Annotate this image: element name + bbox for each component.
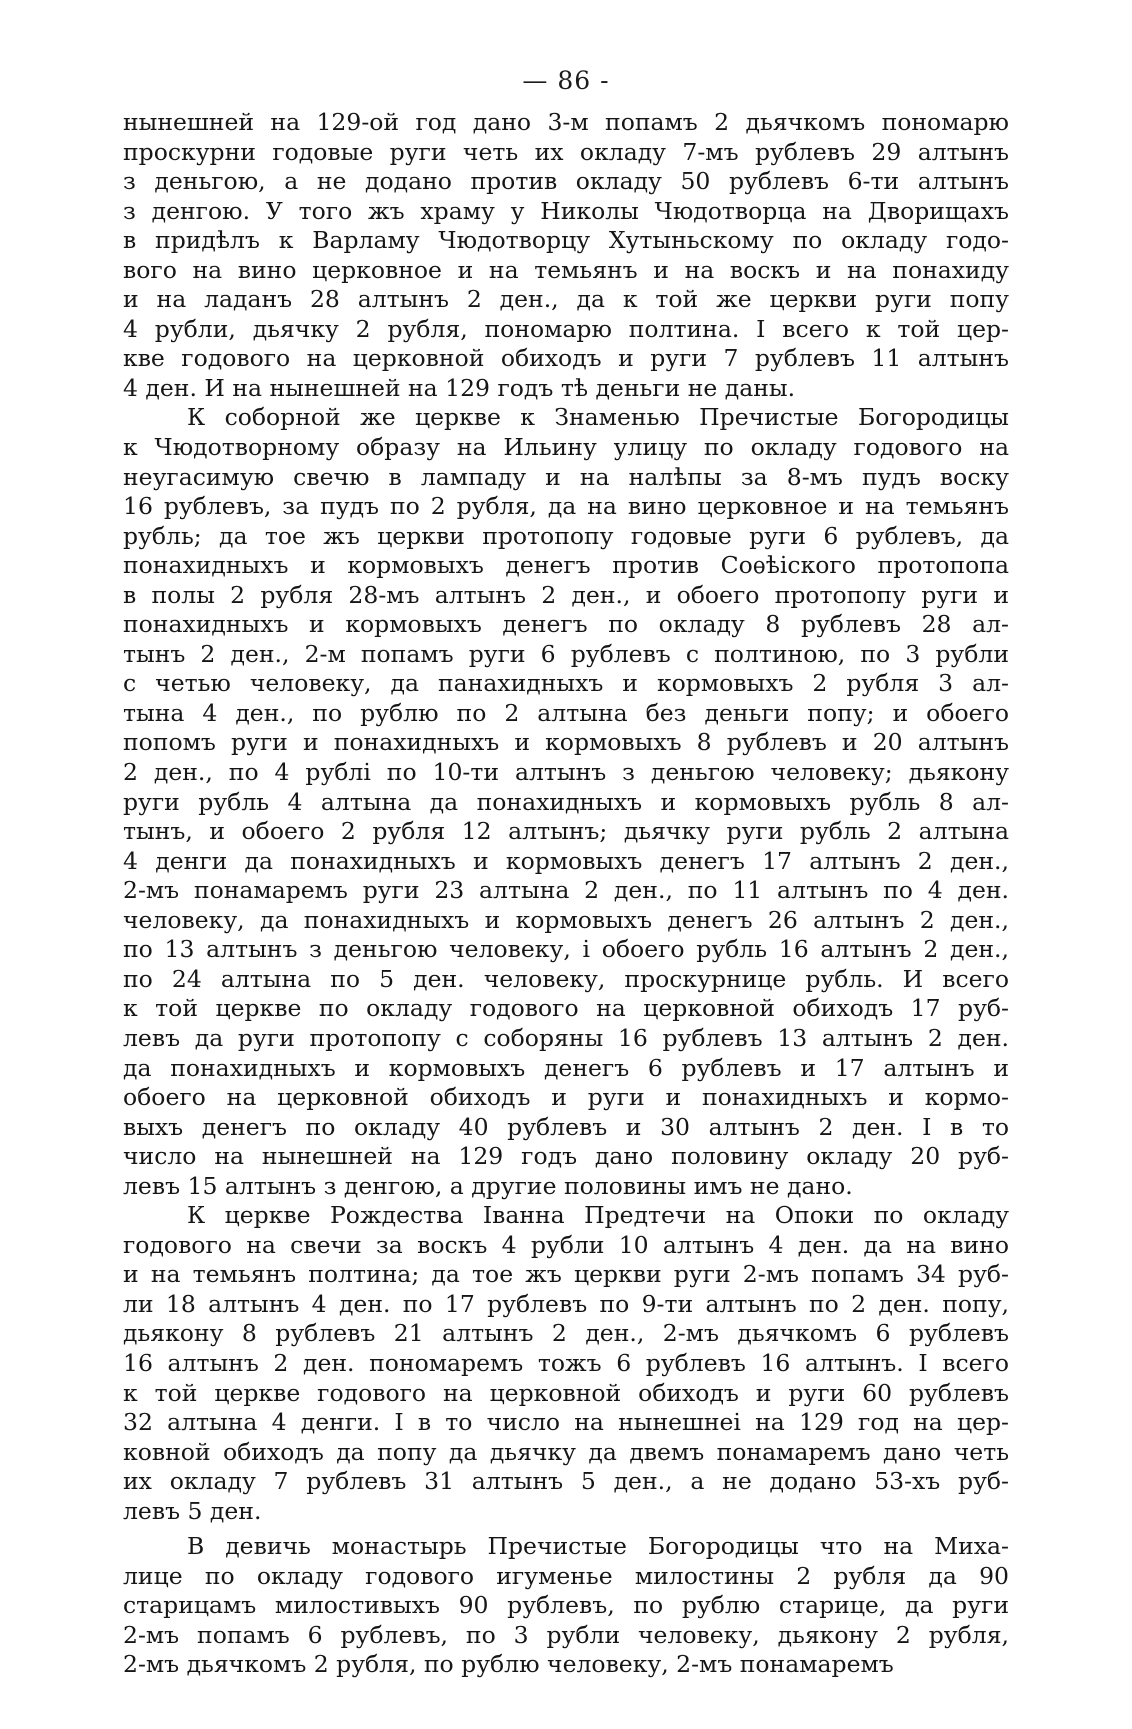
text-line: годового на свечи за воскъ 4 рубли 10 алтынъ 4 ден. да на вино (123, 1230, 1009, 1259)
text-line: рубль; да тое жъ церкви протопопу годовые руги 6 рублевъ, да (123, 521, 1009, 550)
text-line: ли 18 алтынъ 4 ден. по 17 рублевъ по 9-ти алтынъ по 2 ден. попу, (123, 1289, 1009, 1318)
text-line: лице по окладу годового игуменье милостины 2 рубля да 90 (123, 1561, 1009, 1590)
text-line: к той церкве по окладу годового на церковной обиходъ 17 руб- (123, 994, 1009, 1023)
page-number: — 86 - (522, 66, 610, 95)
text-line: 32 алтына 4 денги. І в то число на нынешнеі на 129 год на цер- (123, 1408, 1009, 1437)
text-line: В девичь монастырь Пречистые Богородицы что на Миха- (187, 1532, 1009, 1561)
text-line: проскурни годовые руги четь их окладу 7-мъ рублевъ 29 алтынъ (123, 137, 1009, 166)
text-line: человеку, да понахидныхъ и кормовыхъ денегъ 26 алтынъ 2 ден., (123, 905, 1009, 934)
text-line: 4 денги да понахидныхъ и кормовыхъ денегъ 17 алтынъ 2 ден., (123, 846, 1009, 875)
text-line: число на нынешней на 129 годъ дано половину окладу 20 руб- (123, 1142, 1009, 1171)
paragraph (123, 403, 1009, 1201)
text-line: з деньгою, а не додано против окладу 50 рублевъ 6-ти алтынъ (123, 167, 1009, 196)
text-line: выхъ денегъ по окладу 40 рублевъ и 30 алтынъ 2 ден. І в то (123, 1112, 1009, 1141)
text-line: нынешней на 129-ой год дано 3-м попамъ 2 дьячкомъ пономарю (123, 108, 1009, 136)
text-line: 16 алтынъ 2 ден. пономаремъ тожъ 6 рублевъ 16 алтынъ. І всего (123, 1348, 1009, 1377)
text-line: с четью человеку, да панахидныхъ и кормовыхъ 2 рубля 3 ал- (123, 669, 1009, 698)
text-line: в полы 2 рубля 28-мъ алтынъ 2 ден., и обоего протопопу руги и (123, 580, 1009, 609)
text-line: понахидныхъ и кормовыхъ денегъ по окладу 8 рублевъ 28 ал- (123, 610, 1009, 639)
text-line: дьякону 8 рублевъ 21 алтынъ 2 ден., 2-мъ дьячкомъ 6 рублевъ (123, 1319, 1009, 1348)
text-line: их окладу 7 рублевъ 31 алтынъ 5 ден., а не додано 53-хъ руб- (123, 1467, 1009, 1496)
text-line: обоего на церковной обиходъ и руги и понахидныхъ и кормо- (123, 1083, 1009, 1112)
text-line: неугасимую свечю в лампаду и на налѣпы за 8-мъ пудъ воску (123, 462, 1009, 491)
text-line: ковной обиходъ да попу да дьячку да двемъ понамаремъ дано четь (123, 1437, 1009, 1466)
paragraph (123, 108, 1009, 403)
text-line: 4 ден. И на нынешней на 129 годъ тѣ деньги не даны. (123, 373, 796, 402)
text-line: тынъ 2 ден., 2-м попамъ руги 6 рублевъ с полтиною, по 3 рубли (123, 639, 1009, 668)
text-line: левъ 5 ден. (123, 1496, 262, 1525)
text-line: по 13 алтынъ з деньгою человеку, і обоего рубль 16 алтынъ 2 ден., (123, 935, 1009, 964)
text-line: попомъ руги и понахидныхъ и кормовыхъ 8 рублевъ и 20 алтынъ (123, 728, 1009, 757)
text-line: 16 рублевъ, за пудъ по 2 рубля, да на вино церковное и на темьянъ (123, 492, 1009, 521)
paragraph (123, 1532, 1009, 1680)
paragraph (123, 1201, 1009, 1526)
text-line: руги рубль 4 алтына да понахидныхъ и кормовыхъ рубль 8 ал- (123, 787, 1009, 816)
text-line: 2-мъ дьячкомъ 2 рубля, по рублю человеку, 2-мъ понамаремъ (123, 1650, 894, 1679)
text-line: 2 ден., по 4 рублі по 10-ти алтынъ з деньгою человеку; дьякону (123, 758, 1009, 787)
text-line: и на ладанъ 28 алтынъ 2 ден., да к той же церкви руги попу (123, 285, 1009, 314)
text-line: левъ да руги протопопу с соборяны 16 рублевъ 13 алтынъ 2 ден. (123, 1023, 1009, 1052)
text-line: в придѣлъ к Варламу Чюдотворцу Хутыньскому по окладу годо- (123, 226, 1009, 255)
text-line: 4 рубли, дьячку 2 рубля, пономарю полтина. І всего к той цер- (123, 314, 1009, 343)
text-line: к той церкве годового на церковной обиходъ и руги 60 рублевъ (123, 1378, 1009, 1407)
text-line: по 24 алтына по 5 ден. человеку, проскурнице рубль. И всего (123, 964, 1009, 993)
text-line: К соборной же церкве к Знаменью Пречистые Богородицы (187, 403, 1009, 432)
text-line: з денгою. У того жъ храму у Николы Чюдотворца на Дворищахъ (123, 196, 1009, 225)
text-line: да понахидныхъ и кормовыхъ денегъ 6 рублевъ и 17 алтынъ и (123, 1053, 1009, 1082)
text-line: 2-мъ попамъ 6 рублевъ, по 3 рубли человеку, дьякону 2 рубля, (123, 1620, 1009, 1649)
text-line: вого на вино церковное и на темьянъ и на воскъ и на понахиду (123, 255, 1009, 284)
text-line: понахидныхъ и кормовыхъ денегъ против Соѳѣіского протопопа (123, 551, 1009, 580)
text-line: к Чюдотворному образу на Ильину улицу по окладу годового на (123, 433, 1009, 462)
text-line: тына 4 ден., по рублю по 2 алтына без деньги попу; и обоего (123, 698, 1009, 727)
text-line: левъ 15 алтынъ з денгою, а другие половины имъ не дано. (123, 1171, 853, 1200)
text-line: 2-мъ понамаремъ руги 23 алтына 2 ден., по 11 алтынъ по 4 ден. (123, 876, 1009, 905)
text-line: К церкве Рождества Іванна Предтечи на Опоки по окладу (187, 1201, 1009, 1230)
text-line: кве годового на церковной обиходъ и руги 7 рублевъ 11 алтынъ (123, 344, 1009, 373)
text-line: и на темьянъ полтина; да тое жъ церкви руги 2-мъ попамъ 34 руб- (123, 1260, 1009, 1289)
text-line: старицамъ милостивыхъ 90 рублевъ, по рублю старице, да руги (123, 1591, 1009, 1620)
text-line: тынъ, и обоего 2 рубля 12 алтынъ; дьячку руги рубль 2 алтына (123, 817, 1009, 846)
document-body (123, 108, 1009, 1680)
